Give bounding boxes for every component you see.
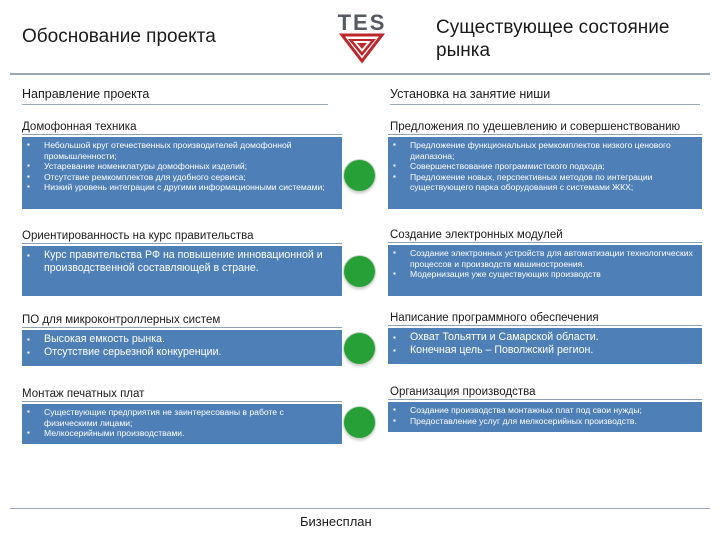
list-item: ▪ Совершенствование программистского подхода; — [410, 161, 696, 172]
right-column-heading: Установка на занятие ниши — [390, 87, 551, 101]
section-title-intercom: Домофонная техника — [22, 121, 137, 133]
list-item: ▪ Предложение новых, перспективных методов по интеграции существующего парка оборудования с системами ЖКХ; — [410, 172, 696, 193]
section-underline — [22, 401, 342, 402]
footer-divider — [10, 508, 710, 509]
section-title-production: Организация производства — [390, 386, 536, 398]
software-market-box — [22, 330, 342, 366]
pcb-assembly-box — [22, 404, 342, 444]
logo-text: TES — [337, 10, 387, 35]
right-heading-underline — [390, 104, 700, 105]
tes-logo-icon — [326, 8, 398, 64]
list-item: ▪ Низкий уровень интеграции с другими информационными системами; — [44, 182, 336, 193]
left-heading-underline — [22, 104, 328, 105]
status-circle-indicator — [344, 333, 375, 364]
production-box — [388, 402, 702, 432]
section-underline — [22, 134, 342, 135]
list-item: ▪ Небольшой круг отечественных производителей домофонной промышленности; — [44, 140, 336, 161]
header-divider — [10, 73, 710, 75]
list-item: ▪ Отсутствие серьезной конкуренции. — [44, 346, 336, 359]
list-item: ▪ Создание производства монтажных плат под свои нужды; — [410, 405, 696, 416]
proposals-box — [388, 137, 702, 209]
software-writing-box — [388, 328, 702, 364]
section-underline — [388, 325, 702, 326]
section-title-proposals: Предложения по удешевлению и совершенствованию — [390, 121, 681, 133]
status-circle-indicator — [344, 256, 375, 287]
list-item: ▪ Предоставление услуг для мелкосерийных производств. — [410, 416, 696, 427]
section-title-government: Ориентированность на курс правительства — [22, 230, 254, 242]
list-item: ▪ Конечная цель – Поволжский регион. — [410, 344, 696, 357]
page-subtitle: Существующее состояние рынка — [436, 17, 670, 61]
tes-logo — [326, 8, 398, 64]
list-item: ▪ Предложение функциональных ремкомплектов низкого ценового диапазона; — [410, 140, 696, 161]
section-title-software: ПО для микроконтроллерных систем — [22, 314, 221, 326]
list-item: ▪ Мелкосерийными производствами. — [44, 428, 336, 439]
government-course-box — [22, 246, 342, 296]
left-column-heading: Направление проекта — [22, 87, 150, 101]
list-item: ▪ Устаревание номенклатуры домофонных изделий; — [44, 161, 336, 172]
list-item: ▪ Высокая емкость рынка. — [44, 333, 336, 346]
section-title-pcb-assembly: Монтаж печатных плат — [22, 388, 145, 400]
status-circle-indicator — [344, 160, 375, 191]
electronic-modules-box — [388, 245, 702, 296]
section-underline — [388, 134, 702, 135]
page-title: Обоснование проекта — [22, 26, 216, 47]
list-item: ▪ Модернизация уже существующих производств — [410, 269, 696, 280]
section-title-electronic-modules: Создание электронных модулей — [390, 229, 563, 241]
section-underline — [22, 327, 342, 328]
list-item: ▪ Существующие предприятия не заинтересованы в работе с физическими лицами; — [44, 407, 336, 428]
list-item: ▪ Курс правительства РФ на повышение инновационной и производственной составляющей в стране. — [44, 249, 336, 275]
footer-label: Бизнесплан — [300, 514, 372, 529]
list-item: ▪ Охват Тольятти и Самарской области. — [410, 331, 696, 344]
section-title-software-writing: Написание программного обеспечения — [390, 312, 599, 324]
section-underline — [22, 243, 342, 244]
intercom-problems-box — [22, 137, 342, 209]
section-underline — [388, 399, 702, 400]
status-circle-indicator — [344, 407, 375, 438]
list-item: ▪ Отсутствие ремкомплектов для удобного сервиса; — [44, 172, 336, 183]
list-item: ▪ Создание электронных устройств для автоматизации технологических процессов и производств машиностроения. — [410, 248, 696, 269]
section-underline — [388, 242, 702, 243]
